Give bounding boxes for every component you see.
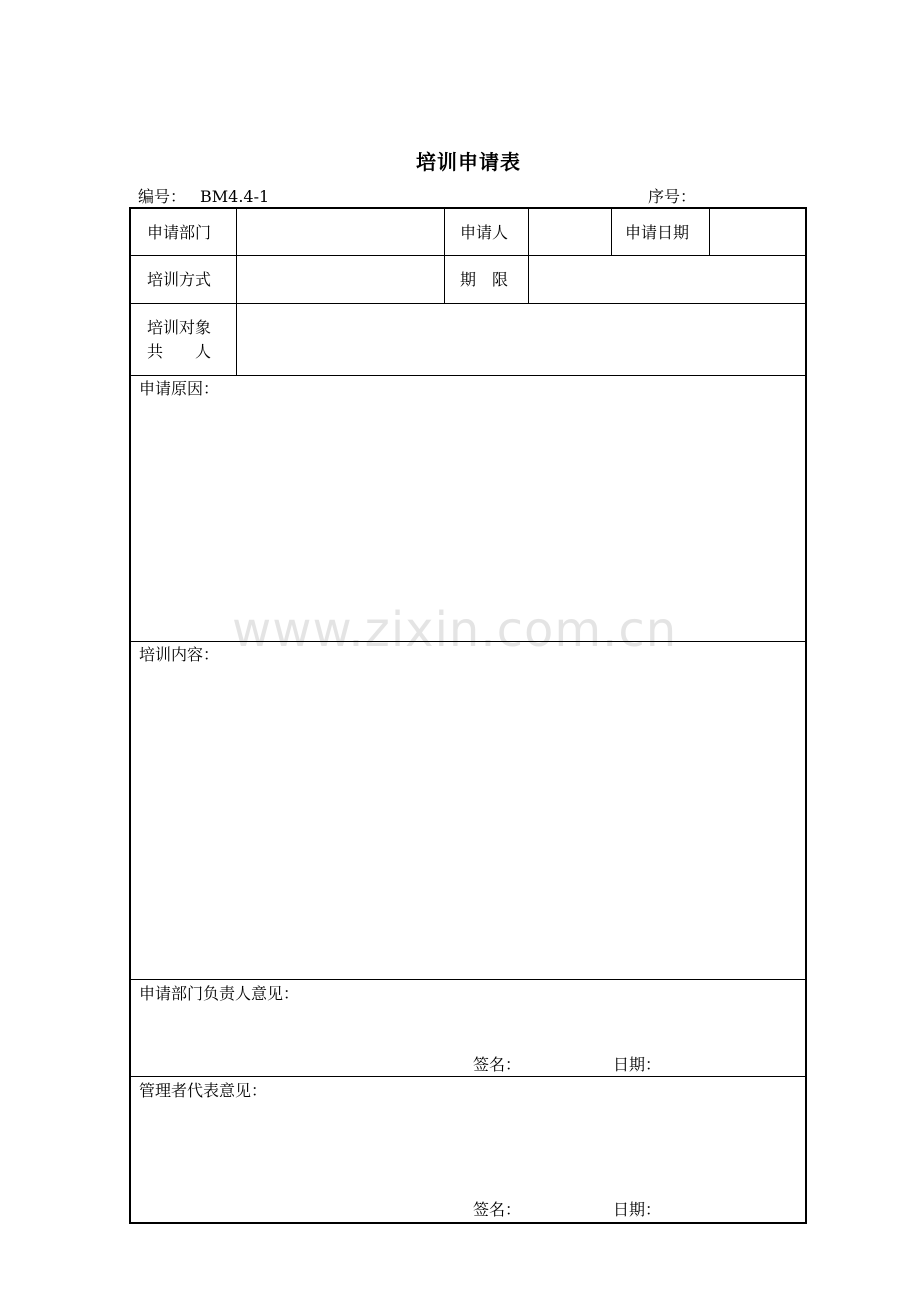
row-divider [130,375,806,376]
mgmt-rep-opinion-label: 管理者代表意见： [139,1081,268,1100]
apply-date-label: 申请日期 [625,223,690,242]
watermark: www.zixin.com.cn [232,602,678,658]
serial-label: 序号： [648,187,697,206]
page-title: 培训申请表 [416,150,521,174]
number-label: 编号： [138,187,187,206]
period-label: 期 限 [460,270,509,289]
applicant-label: 申请人 [460,223,509,242]
dept-head-sign-label: 签名： [473,1055,522,1074]
content-label: 培训内容： [139,645,220,664]
dept-head-date-label: 日期： [613,1055,662,1074]
dept-head-opinion-label: 申请部门负责人意见： [139,984,300,1003]
target-label: 培训对象 [147,318,212,337]
number-value: BM4.4-1 [200,187,270,206]
application-form [129,207,807,1224]
row-divider [130,979,806,980]
row-divider [130,303,806,304]
column-divider [528,209,529,303]
column-divider [709,209,710,255]
row-divider [130,255,806,256]
document-number [138,184,269,207]
mgmt-rep-date-label: 日期： [613,1200,662,1219]
serial-number [648,184,696,207]
column-divider [611,209,612,255]
row-divider [130,1076,806,1077]
mgmt-rep-sign-label: 签名： [473,1200,522,1219]
method-label: 培训方式 [147,270,212,289]
dept-label: 申请部门 [147,223,212,242]
reason-label: 申请原因： [139,379,220,398]
total-people-label: 共 人 [147,342,212,361]
column-divider [236,209,237,375]
column-divider [444,209,445,303]
